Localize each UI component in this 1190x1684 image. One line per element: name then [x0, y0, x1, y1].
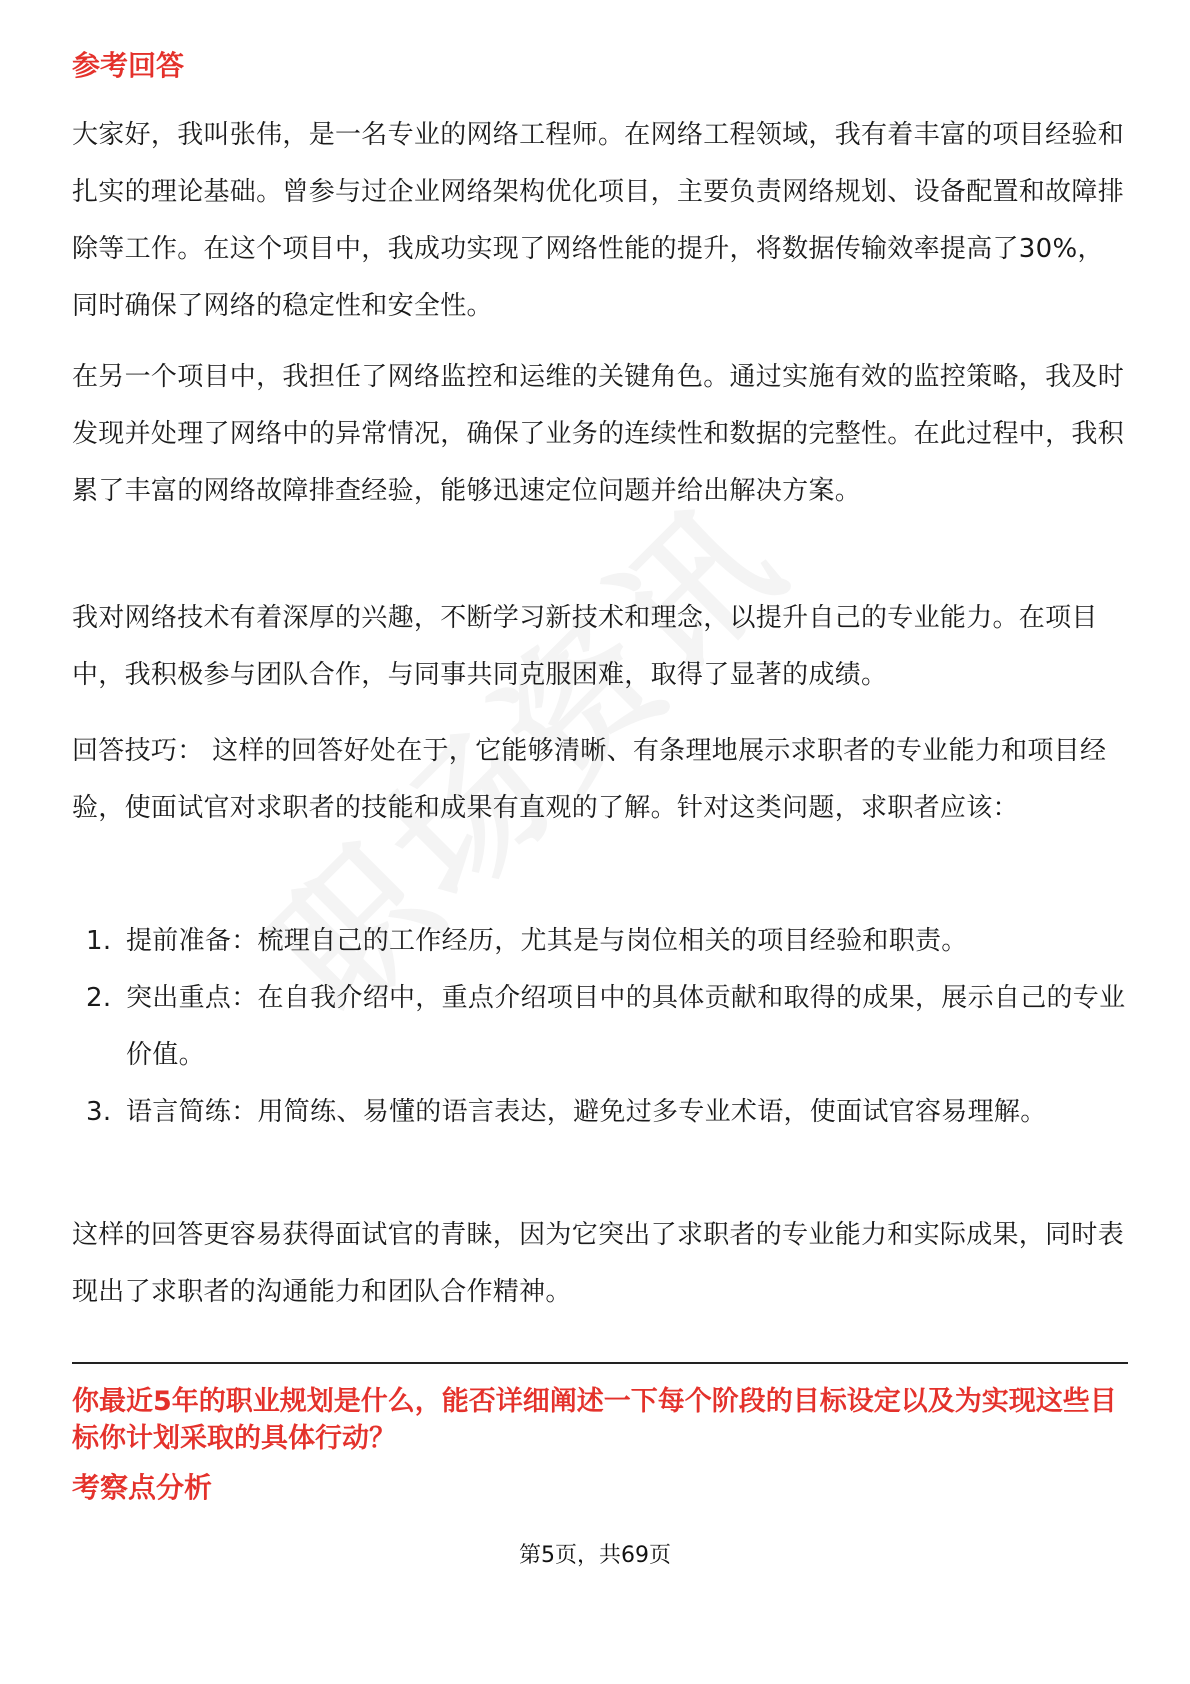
tips-list — [72, 913, 1128, 1141]
paragraph-intro: 大家好，我叫张伟，是一名专业的网络工程师。在网络工程领域，我有着丰富的项目经验和扎实的理论基础。曾参与过企业网络架构优化项目，主要负责网络规划、设备配置和故障排除等工作。在这个项目中，我成功实现了网络性能的提升，将数据传输效率提高了30%，同时确保了网络的稳定性和安全性。 — [72, 120, 1125, 321]
list-item — [72, 1084, 1128, 1141]
next-section-heading: 考察点分析 — [72, 1471, 213, 1504]
list-item-text: 语言简练：用简练、易懂的语言表达，避免过多专业术语，使面试官容易理解。 — [126, 1097, 1047, 1127]
list-item-text: 突出重点：在自我介绍中，重点介绍项目中的具体贡献和取得的成果，展示自己的专业价值。 — [126, 983, 1126, 1070]
list-item-text: 提前准备：梳理自己的工作经历，尤其是与岗位相关的项目经验和职责。 — [126, 926, 968, 956]
page-footer: 第5页，共69页 — [519, 1543, 671, 1568]
paragraph-monitoring: 在另一个项目中，我担任了网络监控和运维的关键角色。通过实施有效的监控策略，我及时发现并处理了网络中的异常情况，确保了业务的连续性和数据的完整性。在此过程中，我积累了丰富的网络故障排查经验，能够迅速定位问题并给出解决方案。 — [72, 362, 1125, 506]
paragraph-interest: 我对网络技术有着深厚的兴趣，不断学习新技术和理念，以提升自己的专业能力。在项目中，我积极参与团队合作，与同事共同克服困难，取得了显著的成绩。 — [72, 603, 1098, 690]
paragraph-tips-intro: 回答技巧： 这样的回答好处在于，它能够清晰、有条理地展示求职者的专业能力和项目经验，使面试官对求职者的技能和成果有直观的了解。针对这类问题，求职者应该： — [72, 736, 1107, 823]
list-item — [72, 970, 1128, 1084]
section-heading: 参考回答 — [72, 49, 185, 82]
list-number: 1. — [86, 926, 112, 956]
section-divider — [72, 1362, 1128, 1364]
paragraph-conclusion: 这样的回答更容易获得面试官的青睐，因为它突出了求职者的专业能力和实际成果，同时表现出了求职者的沟通能力和团队合作精神。 — [72, 1220, 1125, 1307]
next-question: 你最近5年的职业规划是什么，能否详细阐述一下每个阶段的目标设定以及为实现这些目标你计划采取的具体行动？ — [72, 1386, 1117, 1454]
list-item — [72, 913, 1128, 970]
list-number: 2. — [86, 983, 112, 1013]
list-number: 3. — [86, 1097, 112, 1127]
